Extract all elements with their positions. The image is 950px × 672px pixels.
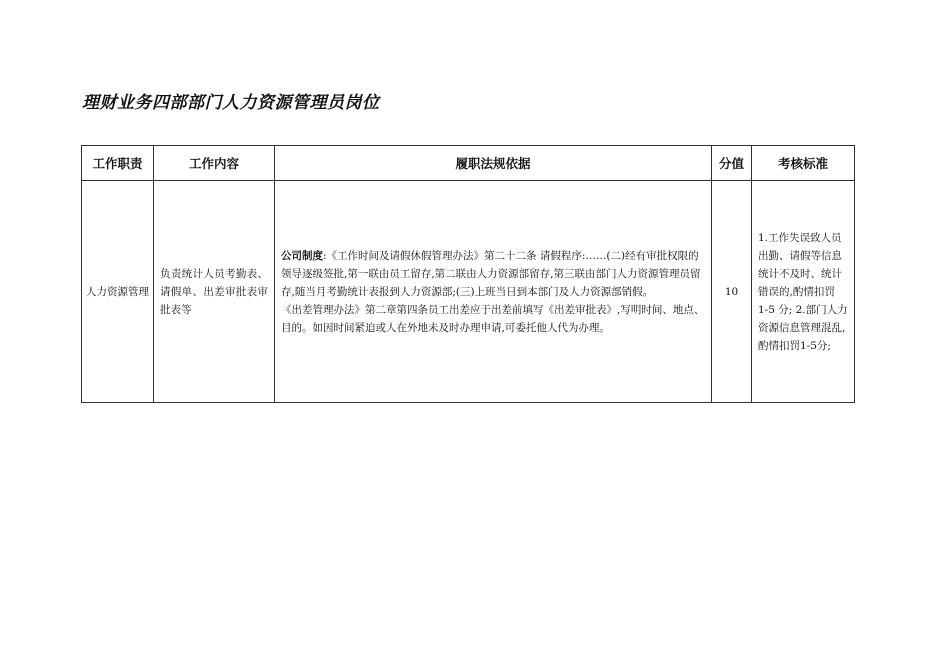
header-duty: 工作职责 [82, 146, 154, 181]
cell-duty: 人力资源管理 [82, 181, 154, 403]
basis-paragraph-1 [281, 247, 705, 301]
cell-basis [275, 181, 712, 403]
cell-score: 10 [712, 181, 752, 403]
basis-text-1: :《工作时间及请假休假管理办法》第二十二条 请假程序:……(二)经有审批权限的领导逐级签批,第一联由员工留存,第二联由人力资源部留存,第三联由部门人力资源管理员留存,随当月考勤统计表报到人力资源部;(三)上班当日到本部门及人力资源部销假。 [281, 249, 701, 298]
basis-label: 公司制度 [281, 249, 323, 262]
basis-paragraph-2: 《出差管理办法》第二章第四条员工出差应于出差前填写《出差审批表》,写明时间、地点、目的。如因时间紧迫或人在外地未及时办理申请,可委托他人代为办理。 [281, 303, 705, 334]
cell-content: 负责统计人员考勤表、请假单、出差审批表审批表等 [154, 181, 275, 403]
cell-standard: 1.工作失误致人员出勤、请假等信息统计不及时、统计错误的,酌情扣罚 1-5 分; 2.部门人力资源信息管理混乱,酌情扣罚1-5分; [752, 181, 855, 403]
header-content: 工作内容 [154, 146, 275, 181]
header-standard: 考核标准 [752, 146, 855, 181]
page-title: 理财业务四部部门人力资源管理员岗位 [82, 93, 380, 113]
duty-table [81, 145, 855, 403]
table-header-row [82, 146, 855, 181]
header-score: 分值 [712, 146, 752, 181]
table-row [82, 181, 855, 403]
header-basis: 履职法规依据 [275, 146, 712, 181]
